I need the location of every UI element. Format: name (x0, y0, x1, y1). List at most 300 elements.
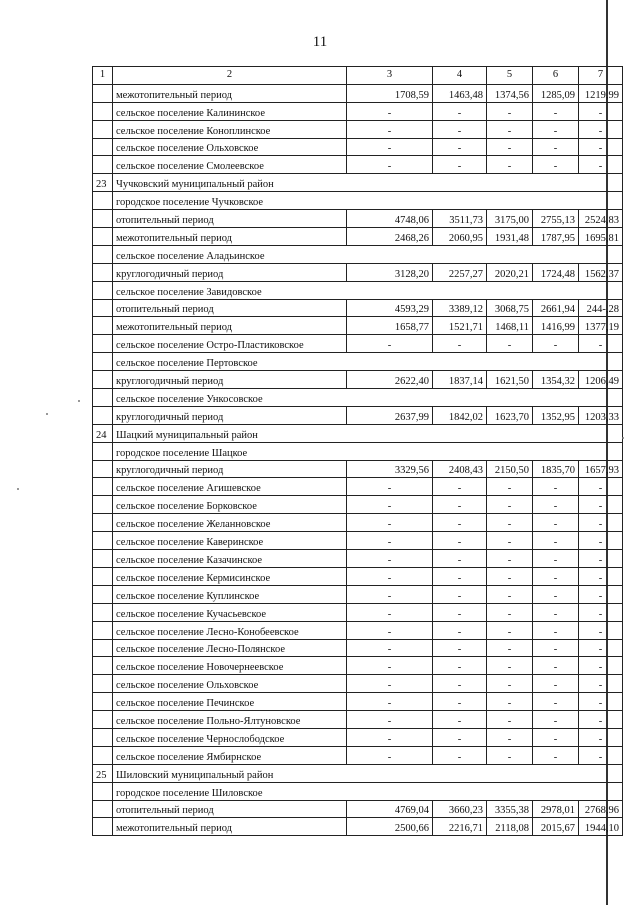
value-cell-col5: - (487, 728, 533, 746)
row-number-cell: 25 (93, 764, 113, 782)
table-row (93, 371, 623, 389)
row-number-cell (93, 299, 113, 317)
section-title-cell: сельское поселение Завидовское (113, 281, 623, 299)
row-number-cell (93, 371, 113, 389)
value-cell-col7: - (579, 156, 623, 174)
table-row (93, 406, 623, 424)
row-number-cell (93, 353, 113, 371)
value-cell-col7: 1219,99 (579, 84, 623, 102)
value-cell-col6: 2978,01 (533, 800, 579, 818)
value-cell-col7: 1203,33 (579, 406, 623, 424)
value-cell-col7: 1562,37 (579, 263, 623, 281)
table-row (93, 228, 623, 246)
value-cell-col6: 1285,09 (533, 84, 579, 102)
row-number-cell (93, 621, 113, 639)
value-cell-col4: - (433, 550, 487, 568)
value-cell-col3: - (347, 496, 433, 514)
value-cell-col3: - (347, 156, 433, 174)
value-cell-col3: 2468,26 (347, 228, 433, 246)
name-cell: сельское поселение Ольховское (113, 138, 347, 156)
value-cell-col3: - (347, 335, 433, 353)
value-cell-col6: 1787,95 (533, 228, 579, 246)
value-cell-col3: 4769,04 (347, 800, 433, 818)
value-cell-col7: 1944,10 (579, 818, 623, 836)
name-cell: сельское поселение Казачинское (113, 550, 347, 568)
value-cell-col5: - (487, 550, 533, 568)
value-cell-col4: - (433, 621, 487, 639)
name-cell: сельское поселение Куплинское (113, 585, 347, 603)
value-cell-col6: - (533, 728, 579, 746)
value-cell-col7: - (579, 138, 623, 156)
value-cell-col4: - (433, 728, 487, 746)
value-cell-col4: 2408,43 (433, 460, 487, 478)
row-number-cell (93, 263, 113, 281)
row-number-cell: 23 (93, 174, 113, 192)
row-number-cell (93, 800, 113, 818)
table-row (93, 478, 623, 496)
value-cell-col4: 2216,71 (433, 818, 487, 836)
value-cell-col4: - (433, 102, 487, 120)
value-cell-col6: - (533, 496, 579, 514)
value-cell-col7: - (579, 746, 623, 764)
page-number: 11 (312, 34, 328, 50)
row-number-cell (93, 228, 113, 246)
value-cell-col6: 1724,48 (533, 263, 579, 281)
row-number-cell (93, 156, 113, 174)
header-cell-4: 4 (433, 67, 487, 85)
section-title-cell: городское поселение Чучковское (113, 192, 623, 210)
scan-speck (78, 400, 80, 402)
value-cell-col7: - (579, 657, 623, 675)
value-cell-col4: 1842,02 (433, 406, 487, 424)
row-number-cell: 24 (93, 424, 113, 442)
value-cell-col5: - (487, 156, 533, 174)
value-cell-col4: - (433, 693, 487, 711)
section-row (93, 281, 623, 299)
value-cell-col3: - (347, 675, 433, 693)
value-cell-col4: - (433, 603, 487, 621)
value-cell-col6: 1354,32 (533, 371, 579, 389)
value-cell-col6: 2015,67 (533, 818, 579, 836)
table-row (93, 550, 623, 568)
value-cell-col6: - (533, 335, 579, 353)
header-cell-7: 7 (579, 67, 623, 85)
name-cell: сельское поселение Лесно-Полянское (113, 639, 347, 657)
value-cell-col4: - (433, 496, 487, 514)
name-cell: сельское поселение Кучасьевское (113, 603, 347, 621)
value-cell-col4: - (433, 138, 487, 156)
scan-speck (17, 488, 19, 490)
header-cell-1: 1 (93, 67, 113, 85)
value-cell-col6: - (533, 120, 579, 138)
row-number-cell (93, 603, 113, 621)
row-number-cell (93, 496, 113, 514)
section-title-cell: Шиловский муниципальный район (113, 764, 623, 782)
value-cell-col3: - (347, 711, 433, 729)
row-number-cell (93, 210, 113, 228)
name-cell: сельское поселение Ямбирнское (113, 746, 347, 764)
row-number-cell (93, 335, 113, 353)
section-title-cell: сельское поселение Ункосовское (113, 389, 623, 407)
value-cell-col5: - (487, 514, 533, 532)
value-cell-col6: - (533, 621, 579, 639)
section-row (93, 424, 623, 442)
name-cell: круглогодичный период (113, 460, 347, 478)
value-cell-col5: 1374,56 (487, 84, 533, 102)
table-row (93, 120, 623, 138)
value-cell-col5: 2020,21 (487, 263, 533, 281)
value-cell-col3: - (347, 693, 433, 711)
value-cell-col4: - (433, 567, 487, 585)
value-cell-col5: - (487, 603, 533, 621)
value-cell-col3: - (347, 728, 433, 746)
section-title-cell: сельское поселение Пертовское (113, 353, 623, 371)
row-number-cell (93, 138, 113, 156)
value-cell-col7: - (579, 550, 623, 568)
name-cell: сельское поселение Чернослободское (113, 728, 347, 746)
header-cell-2: 2 (113, 67, 347, 85)
table-row (93, 675, 623, 693)
row-number-cell (93, 192, 113, 210)
row-number-cell (93, 514, 113, 532)
table-row (93, 603, 623, 621)
name-cell: межотопительный период (113, 228, 347, 246)
value-cell-col5: 3175,00 (487, 210, 533, 228)
value-cell-col4: 3660,23 (433, 800, 487, 818)
value-cell-col7: - (579, 102, 623, 120)
value-cell-col6: - (533, 585, 579, 603)
value-cell-col6: 2755,13 (533, 210, 579, 228)
row-number-cell (93, 657, 113, 675)
value-cell-col5: - (487, 639, 533, 657)
value-cell-col7: - (579, 693, 623, 711)
value-cell-col6: - (533, 550, 579, 568)
name-cell: межотопительный период (113, 317, 347, 335)
section-row (93, 782, 623, 800)
row-number-cell (93, 567, 113, 585)
value-cell-col4: 3511,73 (433, 210, 487, 228)
value-cell-col3: 1708,59 (347, 84, 433, 102)
table-row (93, 156, 623, 174)
name-cell: межотопительный период (113, 84, 347, 102)
table-row (93, 335, 623, 353)
row-number-cell (93, 585, 113, 603)
table-row (93, 460, 623, 478)
value-cell-col5: - (487, 585, 533, 603)
value-cell-col4: - (433, 585, 487, 603)
value-cell-col3: - (347, 567, 433, 585)
value-cell-col4: - (433, 675, 487, 693)
section-row (93, 764, 623, 782)
value-cell-col3: 4748,06 (347, 210, 433, 228)
value-cell-col5: - (487, 746, 533, 764)
header-cell-6: 6 (533, 67, 579, 85)
value-cell-col3: - (347, 120, 433, 138)
value-cell-col6: - (533, 657, 579, 675)
value-cell-col4: - (433, 478, 487, 496)
value-cell-col5: - (487, 711, 533, 729)
table-row (93, 585, 623, 603)
section-title-cell: сельское поселение Аладьинское (113, 245, 623, 263)
row-number-cell (93, 693, 113, 711)
value-cell-col6: - (533, 603, 579, 621)
value-cell-col6: - (533, 639, 579, 657)
row-number-cell (93, 281, 113, 299)
value-cell-col3: 3128,20 (347, 263, 433, 281)
value-cell-col7: - (579, 532, 623, 550)
value-cell-col3: - (347, 585, 433, 603)
value-cell-col4: - (433, 639, 487, 657)
header-cell-5: 5 (487, 67, 533, 85)
value-cell-col6: 2661,94 (533, 299, 579, 317)
row-number-cell (93, 317, 113, 335)
value-cell-col7: - (579, 567, 623, 585)
table-row (93, 746, 623, 764)
table-row (93, 639, 623, 657)
tariff-table (92, 66, 623, 836)
row-number-cell (93, 532, 113, 550)
section-row (93, 192, 623, 210)
value-cell-col5: 1931,48 (487, 228, 533, 246)
table-row (93, 567, 623, 585)
value-cell-col3: 2622,40 (347, 371, 433, 389)
name-cell: сельское поселение Коноплинское (113, 120, 347, 138)
value-cell-col7: - (579, 621, 623, 639)
name-cell: межотопительный период (113, 818, 347, 836)
table-row (93, 621, 623, 639)
value-cell-col5: - (487, 478, 533, 496)
value-cell-col7: 1206,49 (579, 371, 623, 389)
value-cell-col7: - (579, 675, 623, 693)
row-number-cell (93, 550, 113, 568)
table-row (93, 800, 623, 818)
table-row (93, 210, 623, 228)
value-cell-col4: 2257,27 (433, 263, 487, 281)
name-cell: отопительный период (113, 210, 347, 228)
value-cell-col7: - (579, 603, 623, 621)
value-cell-col5: 3068,75 (487, 299, 533, 317)
value-cell-col6: - (533, 532, 579, 550)
row-number-cell (93, 728, 113, 746)
value-cell-col5: - (487, 102, 533, 120)
table-row (93, 317, 623, 335)
row-number-cell (93, 102, 113, 120)
value-cell-col6: - (533, 478, 579, 496)
table-row (93, 263, 623, 281)
name-cell: сельское поселение Смолеевское (113, 156, 347, 174)
value-cell-col4: 2060,95 (433, 228, 487, 246)
value-cell-col7: - (579, 728, 623, 746)
row-number-cell (93, 675, 113, 693)
value-cell-col6: 1352,95 (533, 406, 579, 424)
value-cell-col3: - (347, 478, 433, 496)
value-cell-col7: - (579, 120, 623, 138)
value-cell-col6: - (533, 567, 579, 585)
section-title-cell: Шацкий муниципальный район (113, 424, 623, 442)
name-cell: круглогодичный период (113, 371, 347, 389)
section-title-cell: городское поселение Шацкое (113, 442, 623, 460)
value-cell-col6: - (533, 138, 579, 156)
value-cell-col5: - (487, 657, 533, 675)
value-cell-col5: 2118,08 (487, 818, 533, 836)
value-cell-col7: - (579, 639, 623, 657)
value-cell-col3: - (347, 746, 433, 764)
name-cell: круглогодичный период (113, 263, 347, 281)
value-cell-col5: - (487, 335, 533, 353)
section-title-cell: городское поселение Шиловское (113, 782, 623, 800)
row-number-cell (93, 711, 113, 729)
value-cell-col7: 1695,81 (579, 228, 623, 246)
row-number-cell (93, 460, 113, 478)
table-row (93, 818, 623, 836)
section-row (93, 174, 623, 192)
section-title-cell: Чучковский муниципальный район (113, 174, 623, 192)
value-cell-col3: 2637,99 (347, 406, 433, 424)
value-cell-col6: - (533, 514, 579, 532)
value-cell-col4: - (433, 657, 487, 675)
value-cell-col6: - (533, 675, 579, 693)
value-cell-col7: 2524,83 (579, 210, 623, 228)
section-row (93, 389, 623, 407)
value-cell-col3: - (347, 138, 433, 156)
value-cell-col4: - (433, 711, 487, 729)
row-number-cell (93, 389, 113, 407)
name-cell: сельское поселение Борковское (113, 496, 347, 514)
row-number-cell (93, 406, 113, 424)
table-row (93, 138, 623, 156)
name-cell: сельское поселение Калининское (113, 102, 347, 120)
value-cell-col5: - (487, 621, 533, 639)
value-cell-col5: - (487, 532, 533, 550)
section-row (93, 353, 623, 371)
value-cell-col7: 1657,93 (579, 460, 623, 478)
value-cell-col3: - (347, 532, 433, 550)
value-cell-col6: 1835,70 (533, 460, 579, 478)
value-cell-col6: - (533, 156, 579, 174)
value-cell-col4: - (433, 746, 487, 764)
name-cell: сельское поселение Ольховское (113, 675, 347, 693)
value-cell-col4: - (433, 156, 487, 174)
table-row (93, 711, 623, 729)
name-cell: сельское поселение Каверинское (113, 532, 347, 550)
name-cell: сельское поселение Польно-Ялтуновское (113, 711, 347, 729)
value-cell-col7: - (579, 478, 623, 496)
value-cell-col5: 1623,70 (487, 406, 533, 424)
row-number-cell (93, 442, 113, 460)
value-cell-col5: - (487, 693, 533, 711)
row-number-cell (93, 818, 113, 836)
value-cell-col5: - (487, 496, 533, 514)
value-cell-col3: - (347, 657, 433, 675)
value-cell-col3: - (347, 514, 433, 532)
value-cell-col4: - (433, 514, 487, 532)
table-row (93, 299, 623, 317)
value-cell-col3: - (347, 603, 433, 621)
value-cell-col5: 2150,50 (487, 460, 533, 478)
value-cell-col6: 1416,99 (533, 317, 579, 335)
table-row (93, 657, 623, 675)
row-number-cell (93, 84, 113, 102)
value-cell-col7: - (579, 335, 623, 353)
value-cell-col7: - (579, 711, 623, 729)
value-cell-col4: 3389,12 (433, 299, 487, 317)
value-cell-col6: - (533, 746, 579, 764)
table-row (93, 102, 623, 120)
name-cell: отопительный период (113, 800, 347, 818)
value-cell-col3: 4593,29 (347, 299, 433, 317)
value-cell-col3: 2500,66 (347, 818, 433, 836)
row-number-cell (93, 746, 113, 764)
scan-speck (622, 437, 624, 439)
value-cell-col5: 1468,11 (487, 317, 533, 335)
row-number-cell (93, 782, 113, 800)
table-row (93, 532, 623, 550)
value-cell-col4: - (433, 120, 487, 138)
name-cell: сельское поселение Остро-Пластиковское (113, 335, 347, 353)
name-cell: отопительный период (113, 299, 347, 317)
value-cell-col3: - (347, 550, 433, 568)
value-cell-col4: 1837,14 (433, 371, 487, 389)
table-row (93, 496, 623, 514)
value-cell-col7: 244-,28 (579, 299, 623, 317)
section-row (93, 245, 623, 263)
value-cell-col7: - (579, 496, 623, 514)
value-cell-col5: 3355,38 (487, 800, 533, 818)
value-cell-col6: - (533, 711, 579, 729)
table-row (93, 728, 623, 746)
value-cell-col4: - (433, 532, 487, 550)
row-number-cell (93, 120, 113, 138)
value-cell-col6: - (533, 102, 579, 120)
name-cell: круглогодичный период (113, 406, 347, 424)
value-cell-col7: - (579, 514, 623, 532)
value-cell-col5: - (487, 675, 533, 693)
scan-speck (46, 413, 48, 415)
table-header-row (93, 67, 623, 85)
name-cell: сельское поселение Агишевское (113, 478, 347, 496)
name-cell: сельское поселение Кермисинское (113, 567, 347, 585)
value-cell-col5: - (487, 567, 533, 585)
table-body (93, 67, 623, 836)
value-cell-col3: 3329,56 (347, 460, 433, 478)
name-cell: сельское поселение Лесно-Конобеевское (113, 621, 347, 639)
name-cell: сельское поселение Новочернеевское (113, 657, 347, 675)
header-cell-3: 3 (347, 67, 433, 85)
row-number-cell (93, 639, 113, 657)
value-cell-col5: 1621,50 (487, 371, 533, 389)
value-cell-col4: 1521,71 (433, 317, 487, 335)
table-row (93, 514, 623, 532)
value-cell-col3: - (347, 102, 433, 120)
value-cell-col7: 1377,19 (579, 317, 623, 335)
name-cell: сельское поселение Печинское (113, 693, 347, 711)
row-number-cell (93, 245, 113, 263)
table-row (93, 84, 623, 102)
value-cell-col5: - (487, 120, 533, 138)
row-number-cell (93, 478, 113, 496)
value-cell-col5: - (487, 138, 533, 156)
value-cell-col4: 1463,48 (433, 84, 487, 102)
value-cell-col3: - (347, 621, 433, 639)
value-cell-col7: - (579, 585, 623, 603)
section-row (93, 442, 623, 460)
value-cell-col3: - (347, 639, 433, 657)
value-cell-col6: - (533, 693, 579, 711)
table-row (93, 693, 623, 711)
value-cell-col4: - (433, 335, 487, 353)
value-cell-col7: 2768,96 (579, 800, 623, 818)
value-cell-col3: 1658,77 (347, 317, 433, 335)
